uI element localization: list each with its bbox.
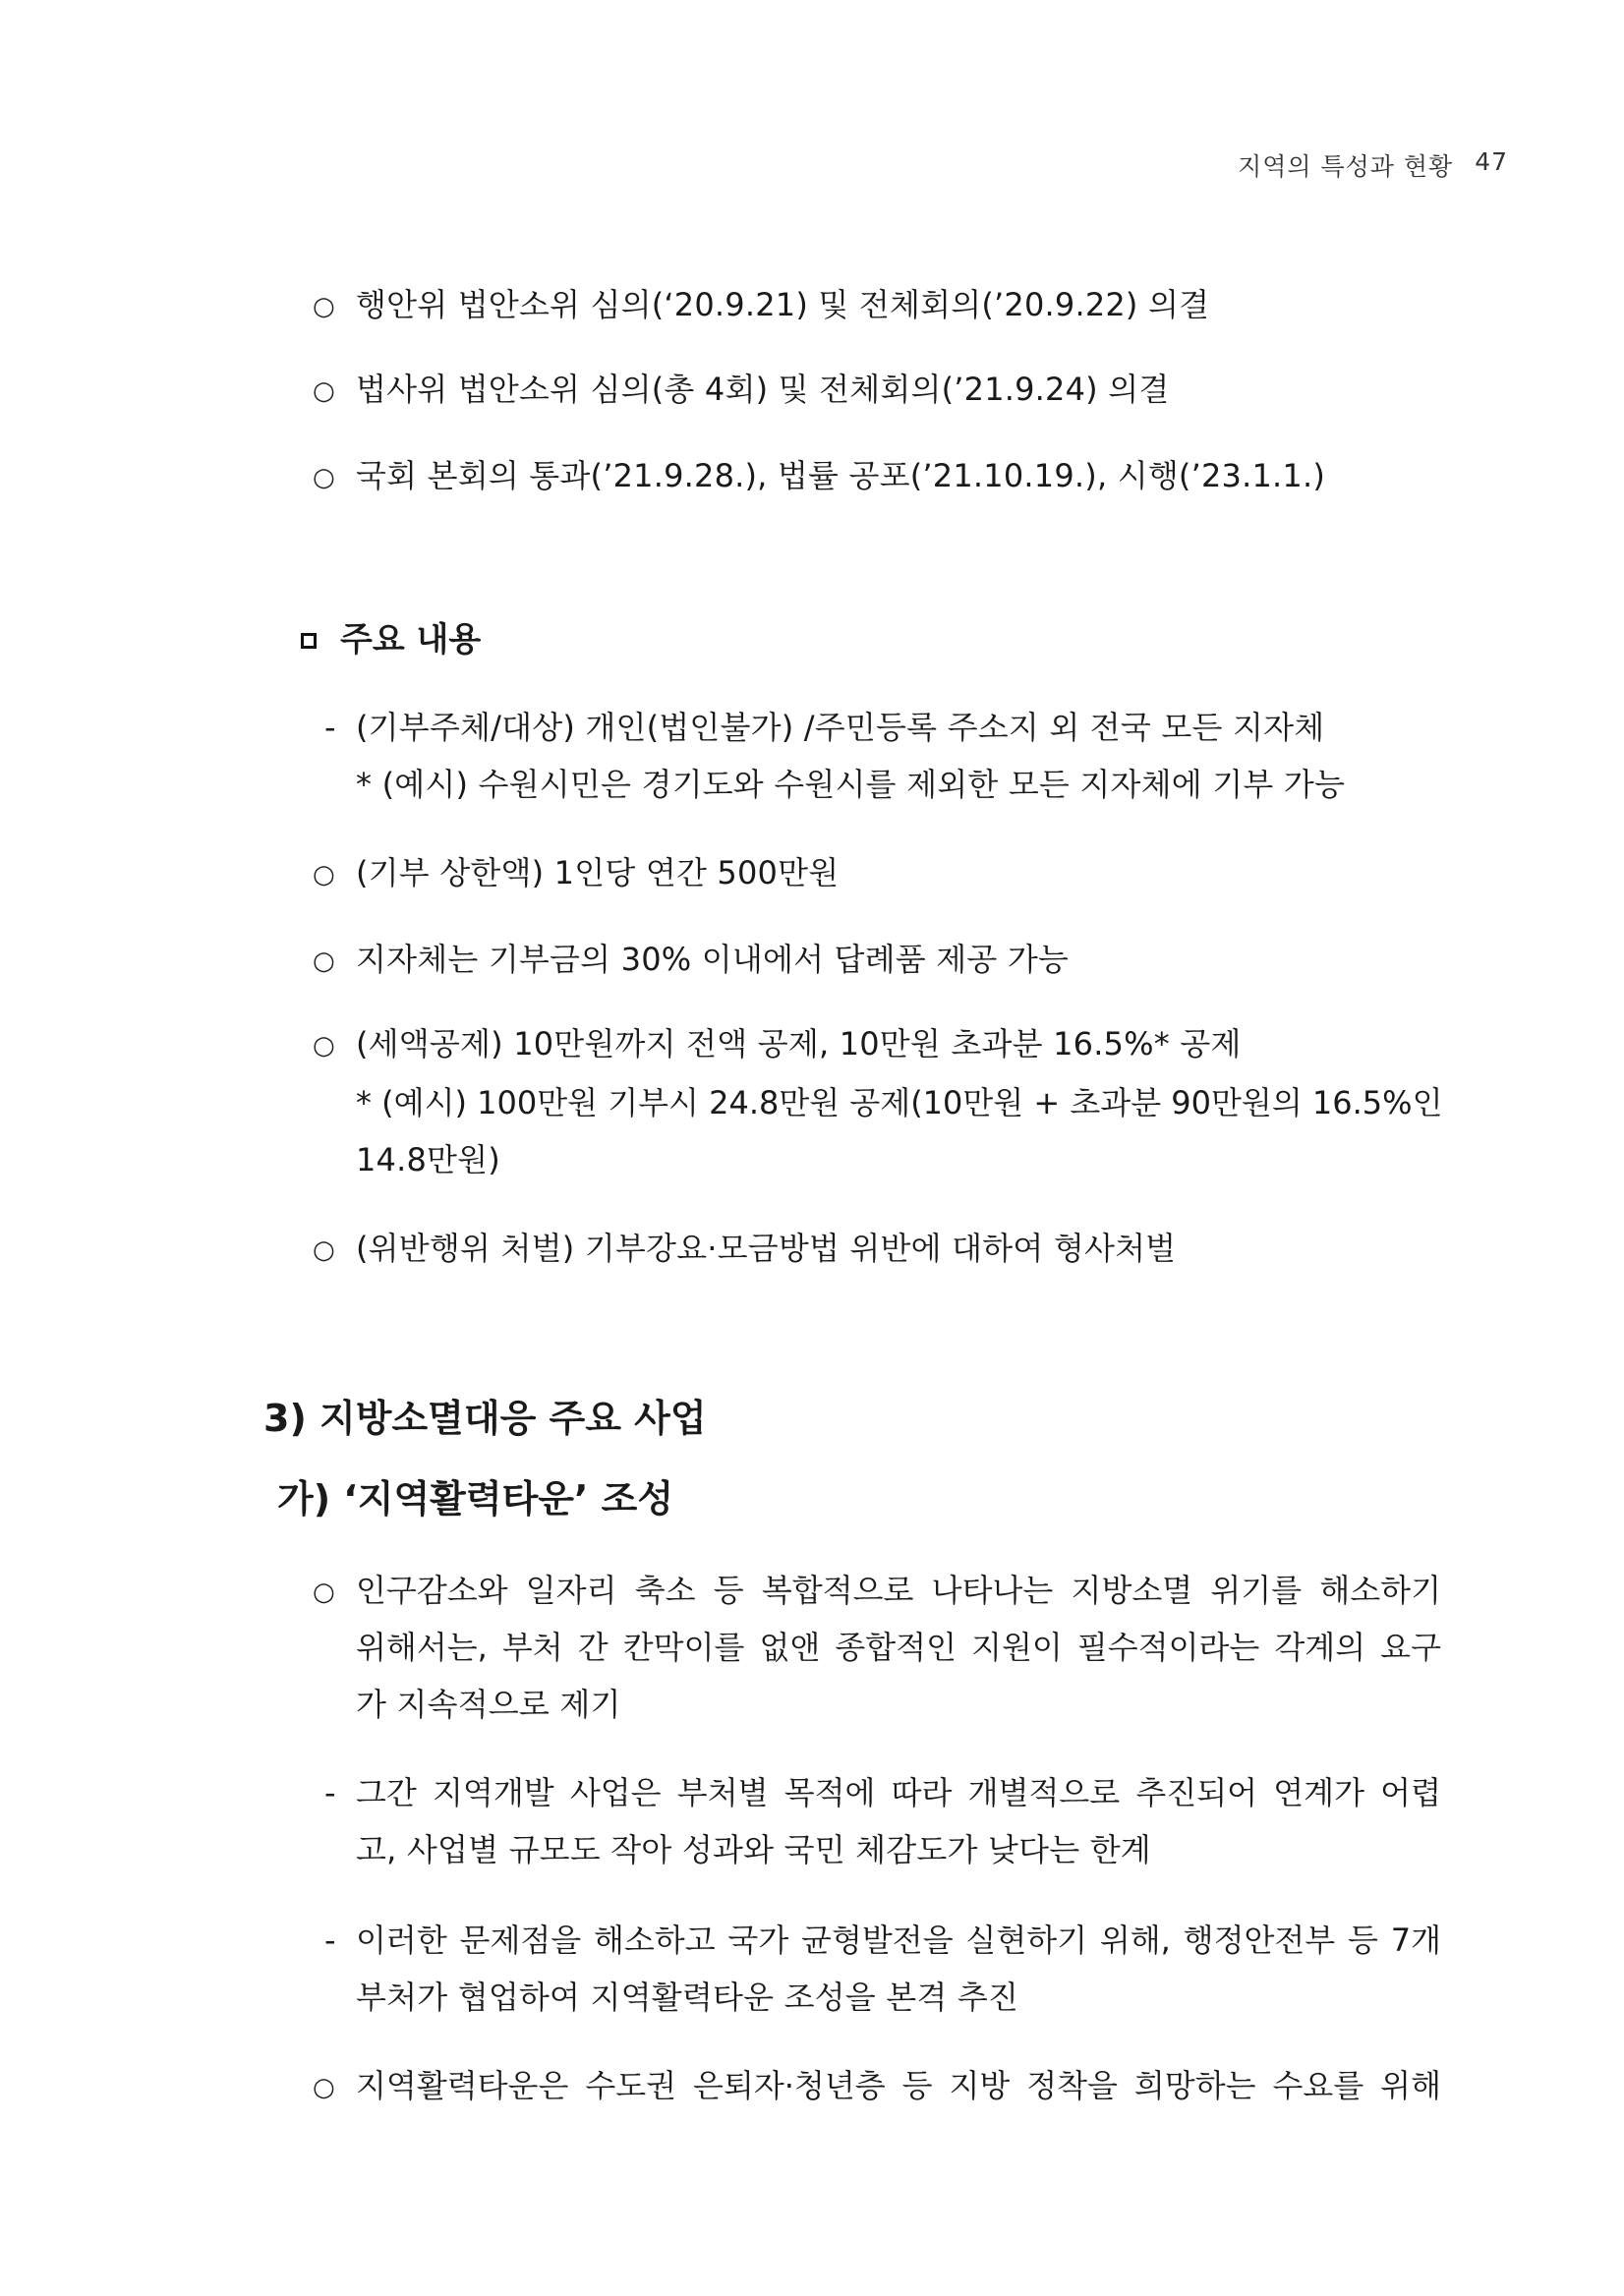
note-text: 14.8만원) [356, 1141, 500, 1178]
paragraph-line: 위해서는, 부처 간 칸막이를 없앤 종합적인 지원이 필수적이라는 각계의 요구 [356, 1629, 1441, 1666]
paragraph-line: 고, 사업별 규모도 작아 성과와 국민 체감도가 낮다는 한계 [356, 1831, 1151, 1868]
circle-bullet: ○ [313, 1031, 335, 1061]
list-item: (기부주체/대상) 개인(법인불가) /주민등록 주소지 외 전국 모든 지자체 [356, 709, 1325, 746]
section-title: 지역의 특성과 현황 [1238, 152, 1454, 181]
list-item: (세액공제) 10만원까지 전액 공제, 10만원 초과분 16.5%* 공제 [356, 1025, 1242, 1062]
section-3-title: 3) 지방소멸대응 주요 사업 [263, 1397, 707, 1440]
list-item: 지자체는 기부금의 30% 이내에서 답례품 제공 가능 [356, 941, 1070, 978]
section-heading: 주요 내용 [340, 620, 482, 660]
page-number: 47 [1475, 147, 1508, 176]
list-item: 행안위 법안소위 심의(‘20.9.21) 및 전체회의(’20.9.22) 의결 [356, 286, 1210, 323]
list-item: 국회 본회의 통과(’21.9.28.), 법률 공포(’21.10.19.), 시행(’23.1.1.) [356, 457, 1326, 494]
list-item: 법사위 법안소위 심의(총 4회) 및 전체회의(’21.9.24) 의결 [356, 371, 1170, 408]
paragraph-line: 부처가 협업하여 지역활력타운 조성을 본격 추진 [356, 1979, 1019, 2016]
checkbox-square-icon [301, 633, 317, 649]
paragraph-line: 인구감소와 일자리 축소 등 복합적으로 나타나는 지방소멸 위기를 해소하기 [356, 1572, 1441, 1609]
note-text: * (예시) 100만원 기부시 24.8만원 공제(10만원 + 초과분 90만원의 16.5%인 [356, 1084, 1443, 1121]
paragraph-line: 이러한 문제점을 해소하고 국가 균형발전을 실현하기 위해, 행정안전부 등 7개 [356, 1922, 1441, 1959]
circle-bullet: ○ [313, 1578, 335, 1607]
dash-symbol: - [324, 1774, 336, 1811]
circle-bullet: ○ [313, 376, 335, 406]
subsection-title: 가) ‘지역활력타운’ 조성 [277, 1477, 674, 1521]
circle-bullet: ○ [313, 292, 335, 321]
running-header [1238, 147, 1508, 183]
paragraph-line: 가 지속적으로 제기 [356, 1686, 621, 1723]
paragraph-line: 그간 지역개발 사업은 부처별 목적에 따라 개별적으로 추진되어 연계가 어렵 [356, 1774, 1441, 1811]
list-item: (위반행위 처벌) 기부강요·모금방법 위반에 대하여 형사처벌 [356, 1230, 1177, 1267]
circle-bullet: ○ [313, 2073, 335, 2102]
dash-symbol: - [324, 709, 336, 746]
note-text: * (예시) 수원시민은 경기도와 수원시를 제외한 모든 지자체에 기부 가능 [356, 766, 1346, 803]
list-item: (기부 상한액) 1인당 연간 500만원 [356, 854, 840, 891]
circle-bullet: ○ [313, 1235, 335, 1265]
paragraph-line: 지역활력타운은 수도권 은퇴자·청년층 등 지방 정착을 희망하는 수요를 위해 [356, 2067, 1441, 2104]
circle-bullet: ○ [313, 947, 335, 976]
dash-symbol: - [324, 1922, 336, 1959]
circle-bullet: ○ [313, 463, 335, 492]
circle-bullet: ○ [313, 860, 335, 890]
